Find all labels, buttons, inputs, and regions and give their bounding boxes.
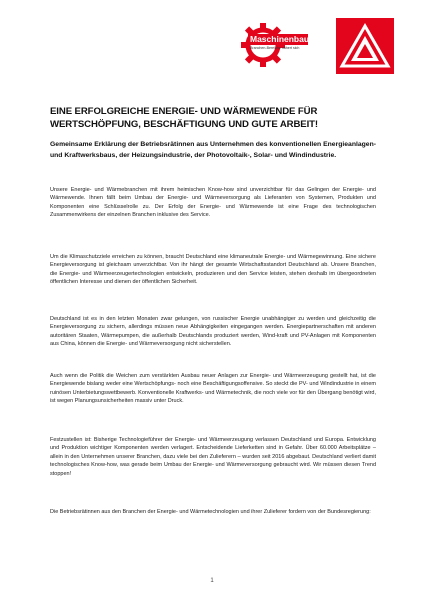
paragraph-5: Festzustellen ist: Bisherige Technologieführer der Energie- und Wärmeerzeugung verlassen Deutschland und Europa. Entwicklung und Produktion wichtiger Komponenten werden verlagert. Entscheidende Lieferketten sind in Gefahr. Über 60.000 Arbeitsplätze – allein in den Unternehmen unserer Branchen, dazu viele bei den Zulieferern – wurden seit 2016 abgebaut. Deutschland verliert damit technologisches Know-how, was gerade beim Umbau der Energie- und Wärmeversorgung gebraucht wird. Wir müssen diesen Trend stoppen! [50, 437, 376, 477]
gear-icon [240, 22, 286, 68]
document-subtitle: Gemeinsame Erklärung der Betriebsrätinnen aus Unternehmen des konventionellen Energieanlagen- und Kraftwerksbaus, der Heizungsindustrie, der Photovoltaik-, Solar- und Windindustrie. [50, 141, 376, 159]
maschinenbau-wordmark: Maschinenbau [250, 34, 310, 44]
paragraph-1: Unsere Energie- und Wärmebranchen mit ihrem heimischen Know-how sind unverzichtbar für das Gelingen der Energie- und Wärmewende. Ihnen fällt beim Umbau der Energie- und Wärmeversorgung als Lieferanten von Systemen, Produkten und Komponenten eine Schlüsselrolle zu. Der Erfolg der Energie- und Wärmewende ist eine Frage des technologischen Zusammenwirkens der einzelnen Branchen inklusive des Service. [50, 187, 376, 219]
paragraph-3: Deutschland ist es in den letzten Monaten zwar gelungen, von russischer Energie unabhängiger zu werden und gleichzeitig die Energieversorgung zu sichern, allerdings müssen neue Abhängigkeiten eingegangen werden. Energiepartnerschaften mit anderen autoritären Staaten, Wärmepumpen, die außerhalb Deutschlands produziert werden, Wind-kraft und PV-Anlagen mit Komponenten aus China, können die Energie- und Wärmeversorgung nicht sicherstellen. [50, 316, 376, 348]
paragraph-6: Die Betriebsrätinnen aus den Branchen der Energie- und Wärmetechnologien und ihrer Zulieferer fordern von der Bundesregierung: [50, 509, 371, 515]
title-line-1: EINE ERFOLGREICHE ENERGIE- UND WÄRMEWENDE FÜR [50, 106, 318, 117]
title-line-2: WERTSCHÖPFUNG, BESCHÄFTIGUNG UND GUTE ARBEIT! [50, 119, 319, 130]
ig-metall-logo [336, 18, 394, 74]
paragraph-4: Auch wenn die Politik die Weichen zum verstärkten Ausbau neuer Anlagen zur Energie- und Wärmeerzeugung gestellt hat, ist die Energiewende bislang weder eine Wertschöpfungs- noch eine Beschäftigungsoffensive. So steckt die PV- und Windindustrie in einem ruinösen Unterbietungswettbewerb. Konventionelle Kraftwerks- und Wärmetechnik, die noch viele vor für den Übergang benötigt wird, ist wegen Planungsunsicherheiten massiv unter Druck. [50, 373, 376, 405]
maschinenbau-tagline: Branchen-Bereiche nähert sich [250, 46, 300, 50]
paragraph-2: Um die Klimaschutzziele erreichen zu können, braucht Deutschland eine klimaneutrale Energie- und Wärmegewinnung. Eine sichere Energieversorgung ist gleichsam unverzichtbar. Von ihr hängt der gesamte Wirtschaftsstandort Deutschland ab. Unsere Branchen, die Energie- und Wärmeerzeugertechnologien entwickeln, produzieren und den Service leisten, stehen deshalb im übergeordneten öffentlichen Interesse und dienen der öffentlichen Sicherheit. [50, 254, 376, 286]
maschinenbau-logo [240, 22, 310, 68]
page-number: 1 [210, 578, 214, 584]
ig-metall-emblem-icon [336, 18, 394, 74]
document-title [50, 105, 380, 131]
